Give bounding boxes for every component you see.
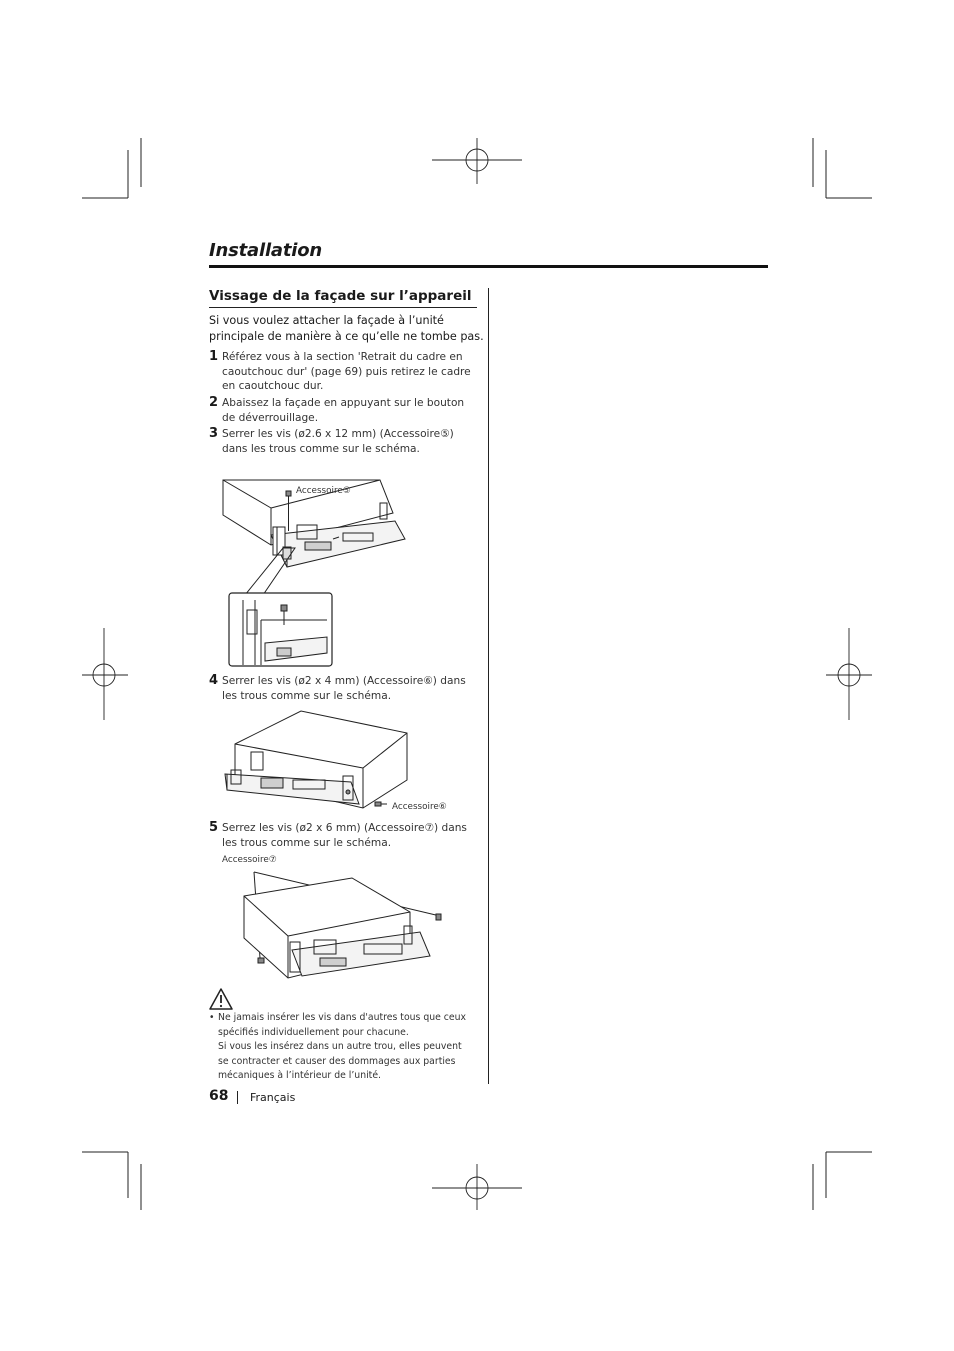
figure-label-accessoire-5: Accessoire⑤ (296, 486, 351, 496)
figure-screw-side-bracket (215, 708, 415, 816)
step-text: Serrer les vis (ø2.6 x 12 mm) (Accessoire⑤) dans les trous comme sur le schéma. (222, 428, 454, 455)
registration-mark-right (826, 628, 872, 720)
step-text: Serrez les vis (ø2 x 6 mm) (Accessoire⑦) dans les trous comme sur le schéma. (222, 822, 467, 849)
subsection-title: Vissage de la façade sur l’appareil (209, 288, 472, 304)
footer-divider (237, 1091, 238, 1104)
registration-mark-bottom (432, 1164, 522, 1210)
step-text: Serrer les vis (ø2 x 4 mm) (Accessoire⑥) dans les trous comme sur le schéma. (222, 675, 466, 702)
title-rule (209, 265, 768, 268)
column-divider (488, 288, 489, 1084)
figure-label-accessoire-7: Accessoire⑦ (222, 855, 277, 865)
caution-text-2: Si vous les insérez dans un autre trou, elles peuvent se contracter et causer des dommages aux parties mécaniques à l’intérieur de l’unité. (218, 1041, 462, 1081)
figure-screw-front-panel (215, 475, 415, 675)
step-number: 1 (209, 349, 219, 364)
intro-text: Si vous voulez attacher la façade à l’unité principale de manière à ce qu’elle ne tombe pas. (209, 314, 484, 343)
caution-text-1: Ne jamais insérer les vis dans d'autres tous que ceux spécifiés individuellement pour chacune. (218, 1012, 467, 1038)
subsection-rule (209, 307, 477, 308)
warning-triangle-icon (209, 988, 233, 1010)
step-number: 4 (209, 673, 219, 688)
figure-screw-top-side (240, 866, 450, 982)
figure-label-accessoire-6: Accessoire⑥ (392, 802, 447, 812)
registration-mark-top (432, 138, 522, 184)
page-title: Installation (209, 240, 323, 261)
step-number: 2 (209, 395, 219, 410)
registration-mark-left (82, 628, 128, 720)
step-number: 5 (209, 820, 219, 835)
step-text: Référez vous à la section 'Retrait du cadre en caoutchouc dur' (page 69) puis retirez le cadre en caoutchouc dur. (222, 351, 471, 393)
caution-bullet: • (209, 1012, 215, 1023)
footer-language: Français (250, 1091, 296, 1104)
page-number: 68 (209, 1088, 229, 1104)
step-text: Abaissez la façade en appuyant sur le bouton de déverrouillage. (222, 397, 465, 424)
step-number: 3 (209, 426, 219, 441)
